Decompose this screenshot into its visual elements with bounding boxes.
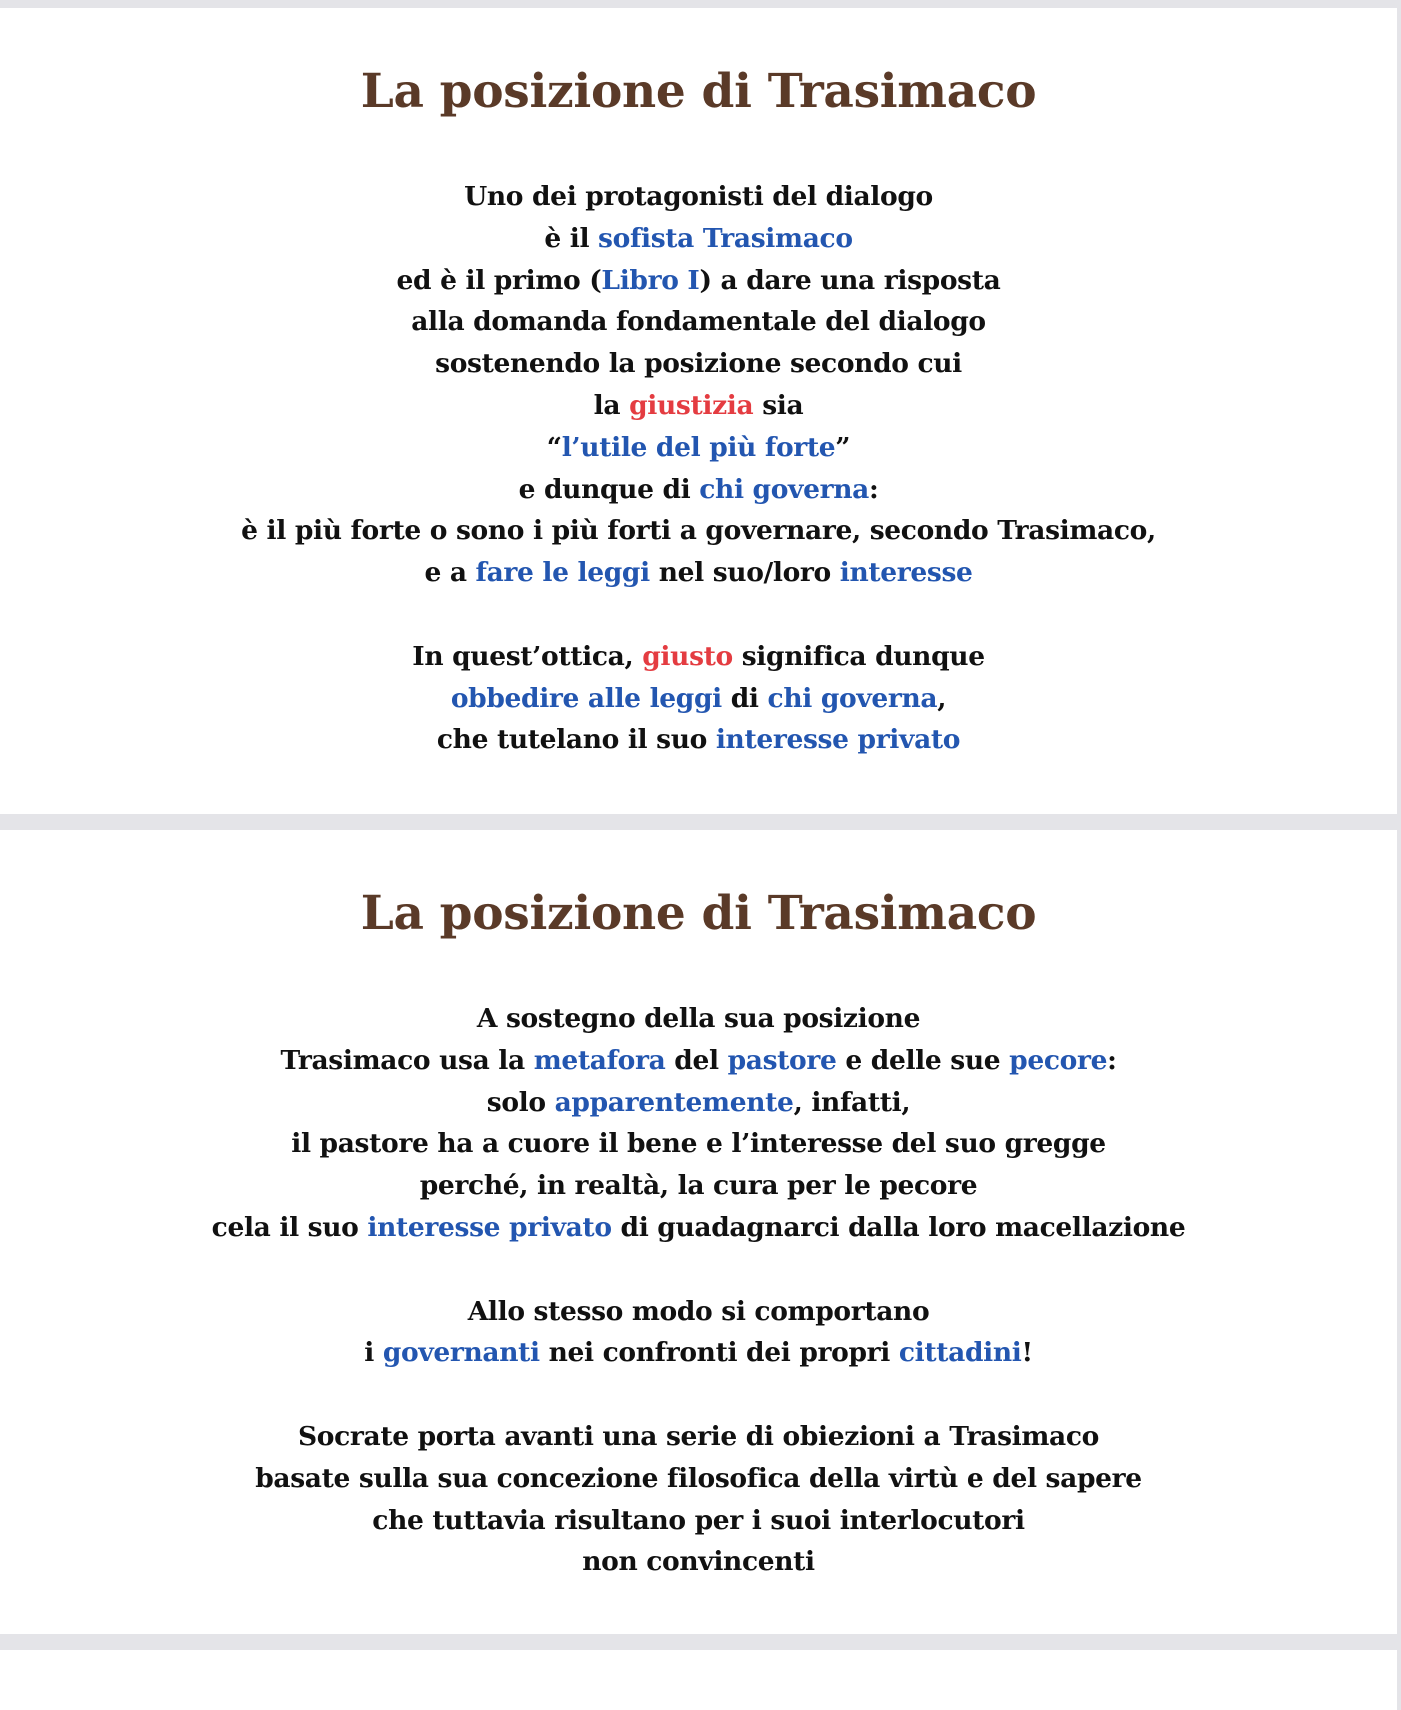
text-line — [0, 678, 1397, 720]
text-segment: perché, in realtà, la cura per le pecore — [419, 1170, 978, 1202]
highlighted-term: Libro I — [601, 264, 700, 296]
text-segment: di — [721, 682, 768, 714]
text-segment: Uno dei protagonisti del dialogo — [464, 181, 933, 212]
blank-line — [0, 1374, 1397, 1416]
highlighted-term: sofista Trasimaco — [598, 222, 853, 254]
text-line — [0, 260, 1397, 302]
text-segment: di guadagnarci dalla loro macellazione — [611, 1211, 1186, 1243]
highlighted-term: cittadini — [898, 1337, 1022, 1369]
text-line — [0, 343, 1397, 385]
text-line — [0, 719, 1397, 761]
slide-title: La posizione di Trasimaco — [360, 64, 1037, 119]
text-segment: Allo stesso modo si comportano — [467, 1295, 930, 1327]
highlighted-term: pecore — [1009, 1044, 1108, 1076]
highlighted-term: interesse privato — [715, 724, 961, 756]
text-segment: , — [937, 682, 947, 714]
text-line — [0, 1207, 1397, 1249]
text-segment: In quest’ottica, — [412, 640, 643, 672]
text-segment: e delle sue — [836, 1044, 1010, 1076]
text-line — [0, 1040, 1397, 1082]
slide-2 — [0, 830, 1397, 1634]
text-line — [0, 1123, 1397, 1165]
text-segment: il pastore ha a cuore il bene e l’interesse del suo gregge — [291, 1128, 1106, 1160]
text-line — [0, 1332, 1397, 1374]
text-segment: e a — [424, 557, 476, 589]
highlighted-term: chi governa — [767, 682, 938, 714]
text-segment: è il — [544, 222, 599, 254]
text-segment: sostenendo la posizione secondo cui — [435, 348, 962, 380]
highlighted-term: metafora — [533, 1044, 666, 1076]
highlighted-term: interesse — [839, 557, 973, 589]
highlighted-term: chi governa — [699, 473, 869, 505]
blank-line — [0, 1249, 1397, 1291]
text-segment: è il più forte o sono i più forti a governare, secondo Trasimaco, — [241, 515, 1156, 547]
slide-1 — [0, 8, 1397, 814]
text-segment: Socrate porta avanti una serie di obiezioni a Trasimaco — [298, 1420, 1099, 1452]
text-segment: ) a dare una risposta — [699, 264, 1001, 296]
text-segment: : — [868, 473, 879, 505]
text-line — [0, 1082, 1397, 1124]
text-line — [0, 1291, 1397, 1333]
text-segment: che tuttavia risultano per i suoi interlocutori — [372, 1504, 1025, 1536]
text-segment: nel suo/loro — [649, 557, 840, 589]
text-segment: non convincenti — [582, 1546, 815, 1578]
text-segment: che tutelano il suo — [436, 724, 716, 756]
text-line — [0, 176, 1397, 218]
text-segment: del — [665, 1044, 728, 1076]
text-line — [0, 510, 1397, 552]
text-segment: cela il suo — [211, 1211, 368, 1243]
highlighted-term: apparentemente — [554, 1086, 794, 1118]
text-segment: i — [364, 1337, 383, 1369]
text-line — [0, 301, 1397, 343]
text-segment: alla domanda fondamentale del dialogo — [411, 306, 986, 338]
highlighted-term: l’utile del più forte — [561, 431, 836, 463]
text-line — [0, 385, 1397, 427]
highlighted-term: interesse privato — [367, 1211, 612, 1243]
text-line — [0, 1500, 1397, 1542]
highlighted-term: governanti — [382, 1337, 540, 1369]
highlighted-term: pastore — [727, 1044, 837, 1076]
text-line — [0, 1541, 1397, 1583]
text-segment: sia — [753, 389, 804, 421]
text-segment: A sostegno della sua posizione — [476, 1003, 921, 1034]
text-line — [0, 998, 1397, 1040]
text-segment: basate sulla sua concezione filosofica della virtù e del sapere — [255, 1462, 1142, 1494]
highlighted-term: obbedire alle leggi — [450, 682, 722, 714]
text-line — [0, 636, 1397, 678]
slide-body — [0, 998, 1397, 1583]
text-line — [0, 1416, 1397, 1458]
text-segment: significa dunque — [732, 640, 985, 672]
text-segment: solo — [486, 1086, 555, 1118]
highlighted-term: giusto — [642, 640, 733, 672]
text-segment: e dunque di — [518, 473, 700, 505]
text-line — [0, 1458, 1397, 1500]
slide-title: La posizione di Trasimaco — [360, 886, 1037, 941]
text-segment: ! — [1021, 1337, 1033, 1369]
text-segment: ed è il primo ( — [396, 264, 602, 296]
slide-3-partial — [0, 1650, 1397, 1710]
text-line — [0, 427, 1397, 469]
text-segment: , infatti, — [793, 1086, 911, 1118]
text-segment: ” — [835, 431, 851, 463]
blank-line — [0, 594, 1397, 636]
text-segment: nei confronti dei propri — [539, 1337, 899, 1369]
text-segment: : — [1107, 1044, 1117, 1076]
text-line — [0, 218, 1397, 260]
highlighted-term: fare le leggi — [475, 557, 650, 589]
text-line — [0, 1165, 1397, 1207]
text-segment: “ — [546, 431, 562, 463]
text-line — [0, 469, 1397, 511]
highlighted-term: giustizia — [629, 389, 754, 421]
text-segment: Trasimaco usa la — [280, 1044, 534, 1076]
text-segment: la — [593, 389, 630, 421]
slide-body — [0, 176, 1397, 761]
text-line — [0, 552, 1397, 594]
